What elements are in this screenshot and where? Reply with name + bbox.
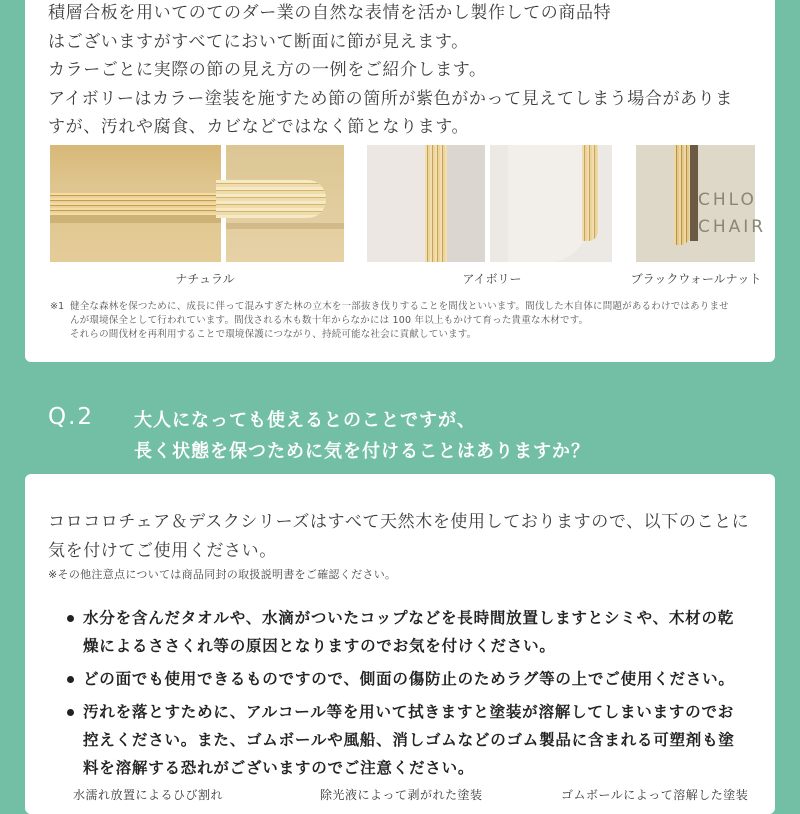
wood-knot-info-card xyxy=(25,0,775,362)
photo-chair-lettering: CHAIR xyxy=(698,217,767,237)
footnote-line: んが環境保全として行われています。間伐される木も数十年からなかには 100 年以上もかけて育った貴重な木材です。 xyxy=(70,315,589,326)
photo-chair-lettering: CHLO xyxy=(698,190,757,210)
caution-item xyxy=(65,665,745,693)
crack-example-caption: 水濡れ放置によるひび割れ xyxy=(73,788,224,802)
ivory-knot-photo-1 xyxy=(367,145,485,262)
paragraph-line: はございますがすべてにおいて断面に節が見えます。 xyxy=(48,31,469,52)
caution-list xyxy=(65,604,745,787)
bullet-icon xyxy=(67,709,74,716)
thinning-footnote xyxy=(50,300,750,342)
question-number: Q.2 xyxy=(48,404,95,430)
caution-item xyxy=(65,604,745,660)
ivory-caption: アイボリー xyxy=(462,272,522,286)
rubber-example-caption: ゴムボールによって溶解した塗装 xyxy=(561,788,749,802)
natural-knot-photo-2 xyxy=(226,145,344,262)
caution-text: 汚れを落とすために、アルコール等を用いて拭きますと塗装が溶解してしまいますのでお控えください。また、ゴムボールや風船、消しゴムなどのゴム製品に含まれる可塑剤も塗料を溶解する恐れがございますのでご注意ください。 xyxy=(83,703,735,777)
paragraph-line: 積層合板を用いてのてのダー業の自然な表情を活かし製作しての商品特 xyxy=(48,3,612,23)
footnote-line: 健全な森林を保つために、成長に伴って混みすぎた林の立木を一部抜き伐りすることを間伐といいます。間伐した木自体に問題があるわけではありませ xyxy=(70,301,729,312)
bullet-icon xyxy=(67,676,74,683)
caution-text: 水分を含んだタオルや、水滴がついたコップなどを長時間放置しますとシミや、木材の乾燥によるささくれ等の原因となりますのでお気を付けください。 xyxy=(83,609,735,655)
answer-line: 気を付けてご使用ください。 xyxy=(48,540,277,561)
answer-paragraph xyxy=(48,508,755,565)
walnut-knot-photo xyxy=(636,145,767,262)
footnote-mark: ※1 xyxy=(50,301,65,312)
natural-knot-photo-1 xyxy=(50,145,221,262)
footnote-line: それらの間伐材を再利用することで環境保護につながり、持続可能な社会に貢献しています。 xyxy=(70,329,477,340)
walnut-caption: ブラックウォールナット xyxy=(630,272,762,286)
natural-caption: ナチュラル xyxy=(175,272,235,286)
question-line: 長く状態を保つために気を付けることはありますか？ xyxy=(134,441,590,462)
manual-note: ※その他注意点については商品同封の取扱説明書をご確認ください。 xyxy=(48,568,397,581)
ivory-knot-photo-2 xyxy=(490,145,612,262)
knot-explanation-paragraph xyxy=(48,0,755,142)
caution-text: どの面でも使用できるものですので、側面の傷防止のためラグ等の上でご使用ください。 xyxy=(83,670,735,688)
bullet-icon xyxy=(67,615,74,622)
question-title xyxy=(134,405,590,467)
remover-example-caption: 除光液によって剥がれた塗装 xyxy=(320,788,483,802)
answer-card xyxy=(25,474,775,814)
caution-item xyxy=(65,698,745,782)
paragraph-line: カラーごとに実際の節の見え方の一例をご紹介します。 xyxy=(48,60,487,80)
question-line: 大人になっても使えるとのことですが、 xyxy=(134,410,476,431)
answer-line: コロコロチェア＆デスクシリーズはすべて天然木を使用しておりますので、以下のことに xyxy=(48,512,750,532)
paragraph-line: すが、汚れや腐食、カビなどではなく節となります。 xyxy=(48,117,470,137)
paragraph-line: アイボリーはカラー塗装を施すため節の箇所が紫色がかって見えてしまう場合がありま xyxy=(48,88,733,109)
